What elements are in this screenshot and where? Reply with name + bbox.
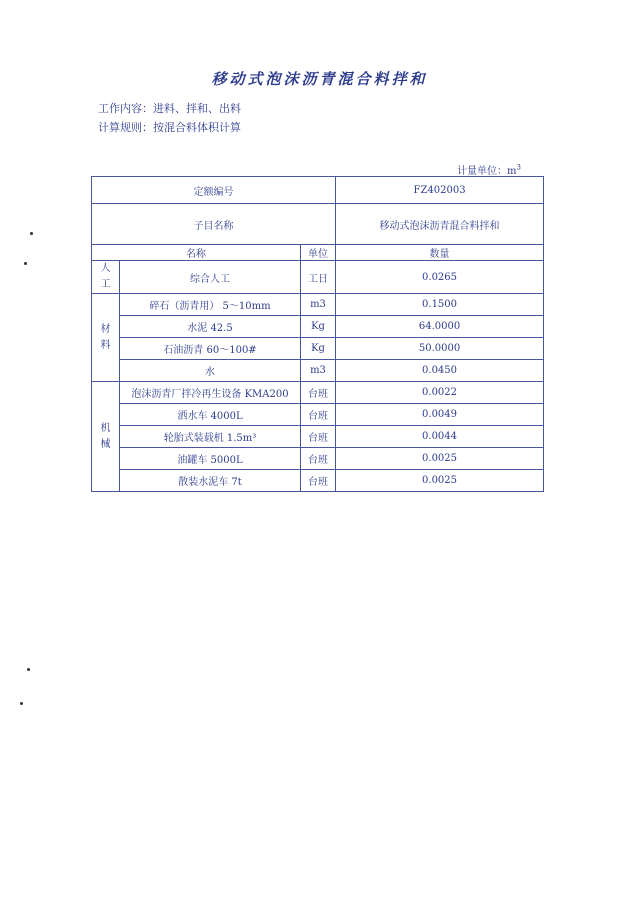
item-qty: 0.0265 xyxy=(336,261,544,294)
table-row xyxy=(92,404,544,426)
item-qty: 64.0000 xyxy=(336,316,544,338)
table-row xyxy=(92,382,544,404)
category-cell xyxy=(92,294,120,382)
margin-mark xyxy=(20,702,23,705)
item-qty: 0.0025 xyxy=(336,470,544,492)
item-qty: 0.0049 xyxy=(336,404,544,426)
table-row xyxy=(92,426,544,448)
document-title: 移动式泡沫沥青混合料拌和 xyxy=(211,70,428,88)
category-cell xyxy=(92,382,120,492)
item-name: 综合人工 xyxy=(120,261,301,294)
category-char: 人 xyxy=(100,263,111,274)
subitem-value: 移动式泡沫沥青混合料拌和 xyxy=(336,204,544,245)
unit-label-text: 计量单位：m xyxy=(457,166,517,177)
item-name: 泡沫沥青厂拌冷再生设备 KMA200 xyxy=(120,382,301,404)
code-value: FZ402003 xyxy=(336,177,544,204)
col-name-header: 名称 xyxy=(92,245,301,261)
quota-table xyxy=(91,176,544,492)
item-unit: 台班 xyxy=(301,382,336,404)
unit-power: 3 xyxy=(516,163,521,172)
subitem-label: 子目名称 xyxy=(92,204,336,245)
work-content: 工作内容：进料、拌和、出料 xyxy=(98,102,241,115)
item-name: 碎石（沥青用） 5～10mm xyxy=(120,294,301,316)
item-name: 水 xyxy=(120,360,301,382)
item-unit: Kg xyxy=(301,338,336,360)
category-char: 械 xyxy=(100,438,111,450)
item-unit: 台班 xyxy=(301,470,336,492)
item-name: 洒水车 4000L xyxy=(120,404,301,426)
category-cell xyxy=(92,261,120,294)
category-char: 机 xyxy=(100,422,111,434)
item-unit: 台班 xyxy=(301,426,336,448)
item-qty: 0.0450 xyxy=(336,360,544,382)
item-unit: m3 xyxy=(301,360,336,382)
item-unit: m3 xyxy=(301,294,336,316)
category-char: 料 xyxy=(100,339,111,351)
table-row xyxy=(92,338,544,360)
item-qty: 50.0000 xyxy=(336,338,544,360)
table-row xyxy=(92,294,544,316)
margin-mark xyxy=(27,668,30,671)
item-unit: 台班 xyxy=(301,404,336,426)
item-qty: 0.0022 xyxy=(336,382,544,404)
table-row xyxy=(92,261,544,294)
quota-table-body xyxy=(92,177,544,492)
subitem-row xyxy=(92,204,544,245)
item-name: 水泥 42.5 xyxy=(120,316,301,338)
item-name: 油罐车 5000L xyxy=(120,448,301,470)
item-name: 轮胎式装载机 1.5m³ xyxy=(120,426,301,448)
item-unit: 工日 xyxy=(301,261,336,294)
category-char: 材 xyxy=(100,323,111,335)
col-unit-header: 单位 xyxy=(301,245,336,261)
item-qty: 0.0044 xyxy=(336,426,544,448)
table-row xyxy=(92,316,544,338)
margin-mark xyxy=(30,232,33,235)
col-qty-header: 数量 xyxy=(336,245,544,261)
category-char: 工 xyxy=(100,279,111,290)
table-row xyxy=(92,360,544,382)
table-row xyxy=(92,448,544,470)
item-unit: Kg xyxy=(301,316,336,338)
item-qty: 0.0025 xyxy=(336,448,544,470)
unit-label xyxy=(457,162,521,177)
header-row xyxy=(92,245,544,261)
item-name: 散装水泥车 7t xyxy=(120,470,301,492)
margin-mark xyxy=(24,262,27,265)
item-qty: 0.1500 xyxy=(336,294,544,316)
calc-rule: 计算规则：按混合料体积计算 xyxy=(98,121,241,134)
code-row xyxy=(92,177,544,204)
table-row xyxy=(92,470,544,492)
code-label: 定额编号 xyxy=(92,177,336,204)
item-unit: 台班 xyxy=(301,448,336,470)
item-name: 石油沥青 60～100# xyxy=(120,338,301,360)
